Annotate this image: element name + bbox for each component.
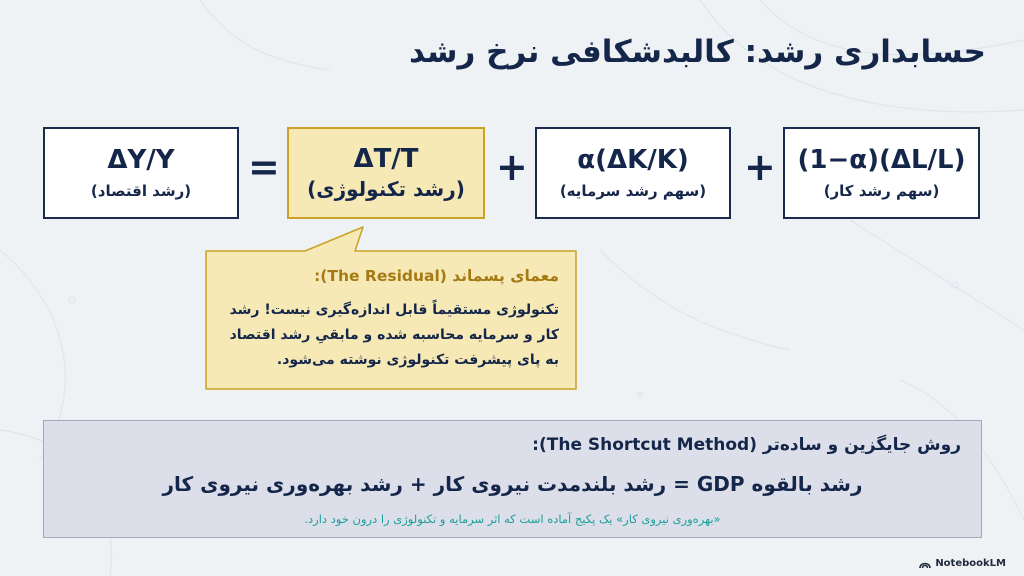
page-title: حسابداری رشد: کالبدشکافی نرخ رشد: [409, 34, 986, 70]
shortcut-equation: رشد بالقوه GDP = رشد بلندمدت نیروی کار + رشد بهره‌وری نیروی کار: [162, 472, 863, 496]
plus-sign-2: +: [744, 145, 776, 189]
labor-growth-formula: (1−α)(ΔL/L): [797, 145, 966, 176]
output-growth-caption: (رشد اقتصاد): [90, 181, 192, 200]
shortcut-title: روش جایگزین و ساده‌تر (The Shortcut Method):: [532, 435, 961, 455]
residual-line: کار و سرمایه محاسبه شده و مابقیِ رشد اقتصاد: [229, 327, 559, 343]
equals-sign: =: [248, 145, 280, 189]
technology-growth-formula: ΔT/T: [353, 143, 419, 174]
labor-growth-caption: (سهم رشد کار): [823, 181, 940, 200]
capital-growth-formula: α(ΔK/K): [577, 145, 689, 176]
shortcut-note: «بهره‌وری نیروی کار» یک پکیج آماده است که اثر سرمایه و تکنولوژی را درون خود دارد.: [304, 512, 721, 526]
residual-line: به پای پیشرفت تکنولوژی نوشته می‌شود.: [276, 352, 559, 368]
labor-growth-box: [783, 127, 980, 219]
shortcut-method-panel: [43, 420, 982, 538]
brand-label: NotebookLM: [935, 558, 1006, 569]
capital-growth-caption: (سهم رشد سرمایه): [559, 181, 707, 200]
technology-growth-box: [287, 127, 485, 219]
residual-callout: [205, 225, 577, 390]
capital-growth-box: [535, 127, 731, 219]
output-growth-box: [43, 127, 239, 219]
notebooklm-branding: [919, 558, 1006, 569]
output-growth-formula: ΔY/Y: [107, 145, 175, 176]
technology-growth-caption: (رشد تکنولوژی): [307, 177, 465, 202]
residual-title: معمای پسماند (The Residual):: [314, 267, 559, 285]
plus-sign-1: +: [496, 145, 528, 189]
notebooklm-logo-icon: [919, 559, 931, 569]
residual-body: [217, 298, 559, 373]
residual-line: تکنولوژی مستقیماً قابل اندازه‌گیری نیست! رشد: [229, 302, 559, 318]
